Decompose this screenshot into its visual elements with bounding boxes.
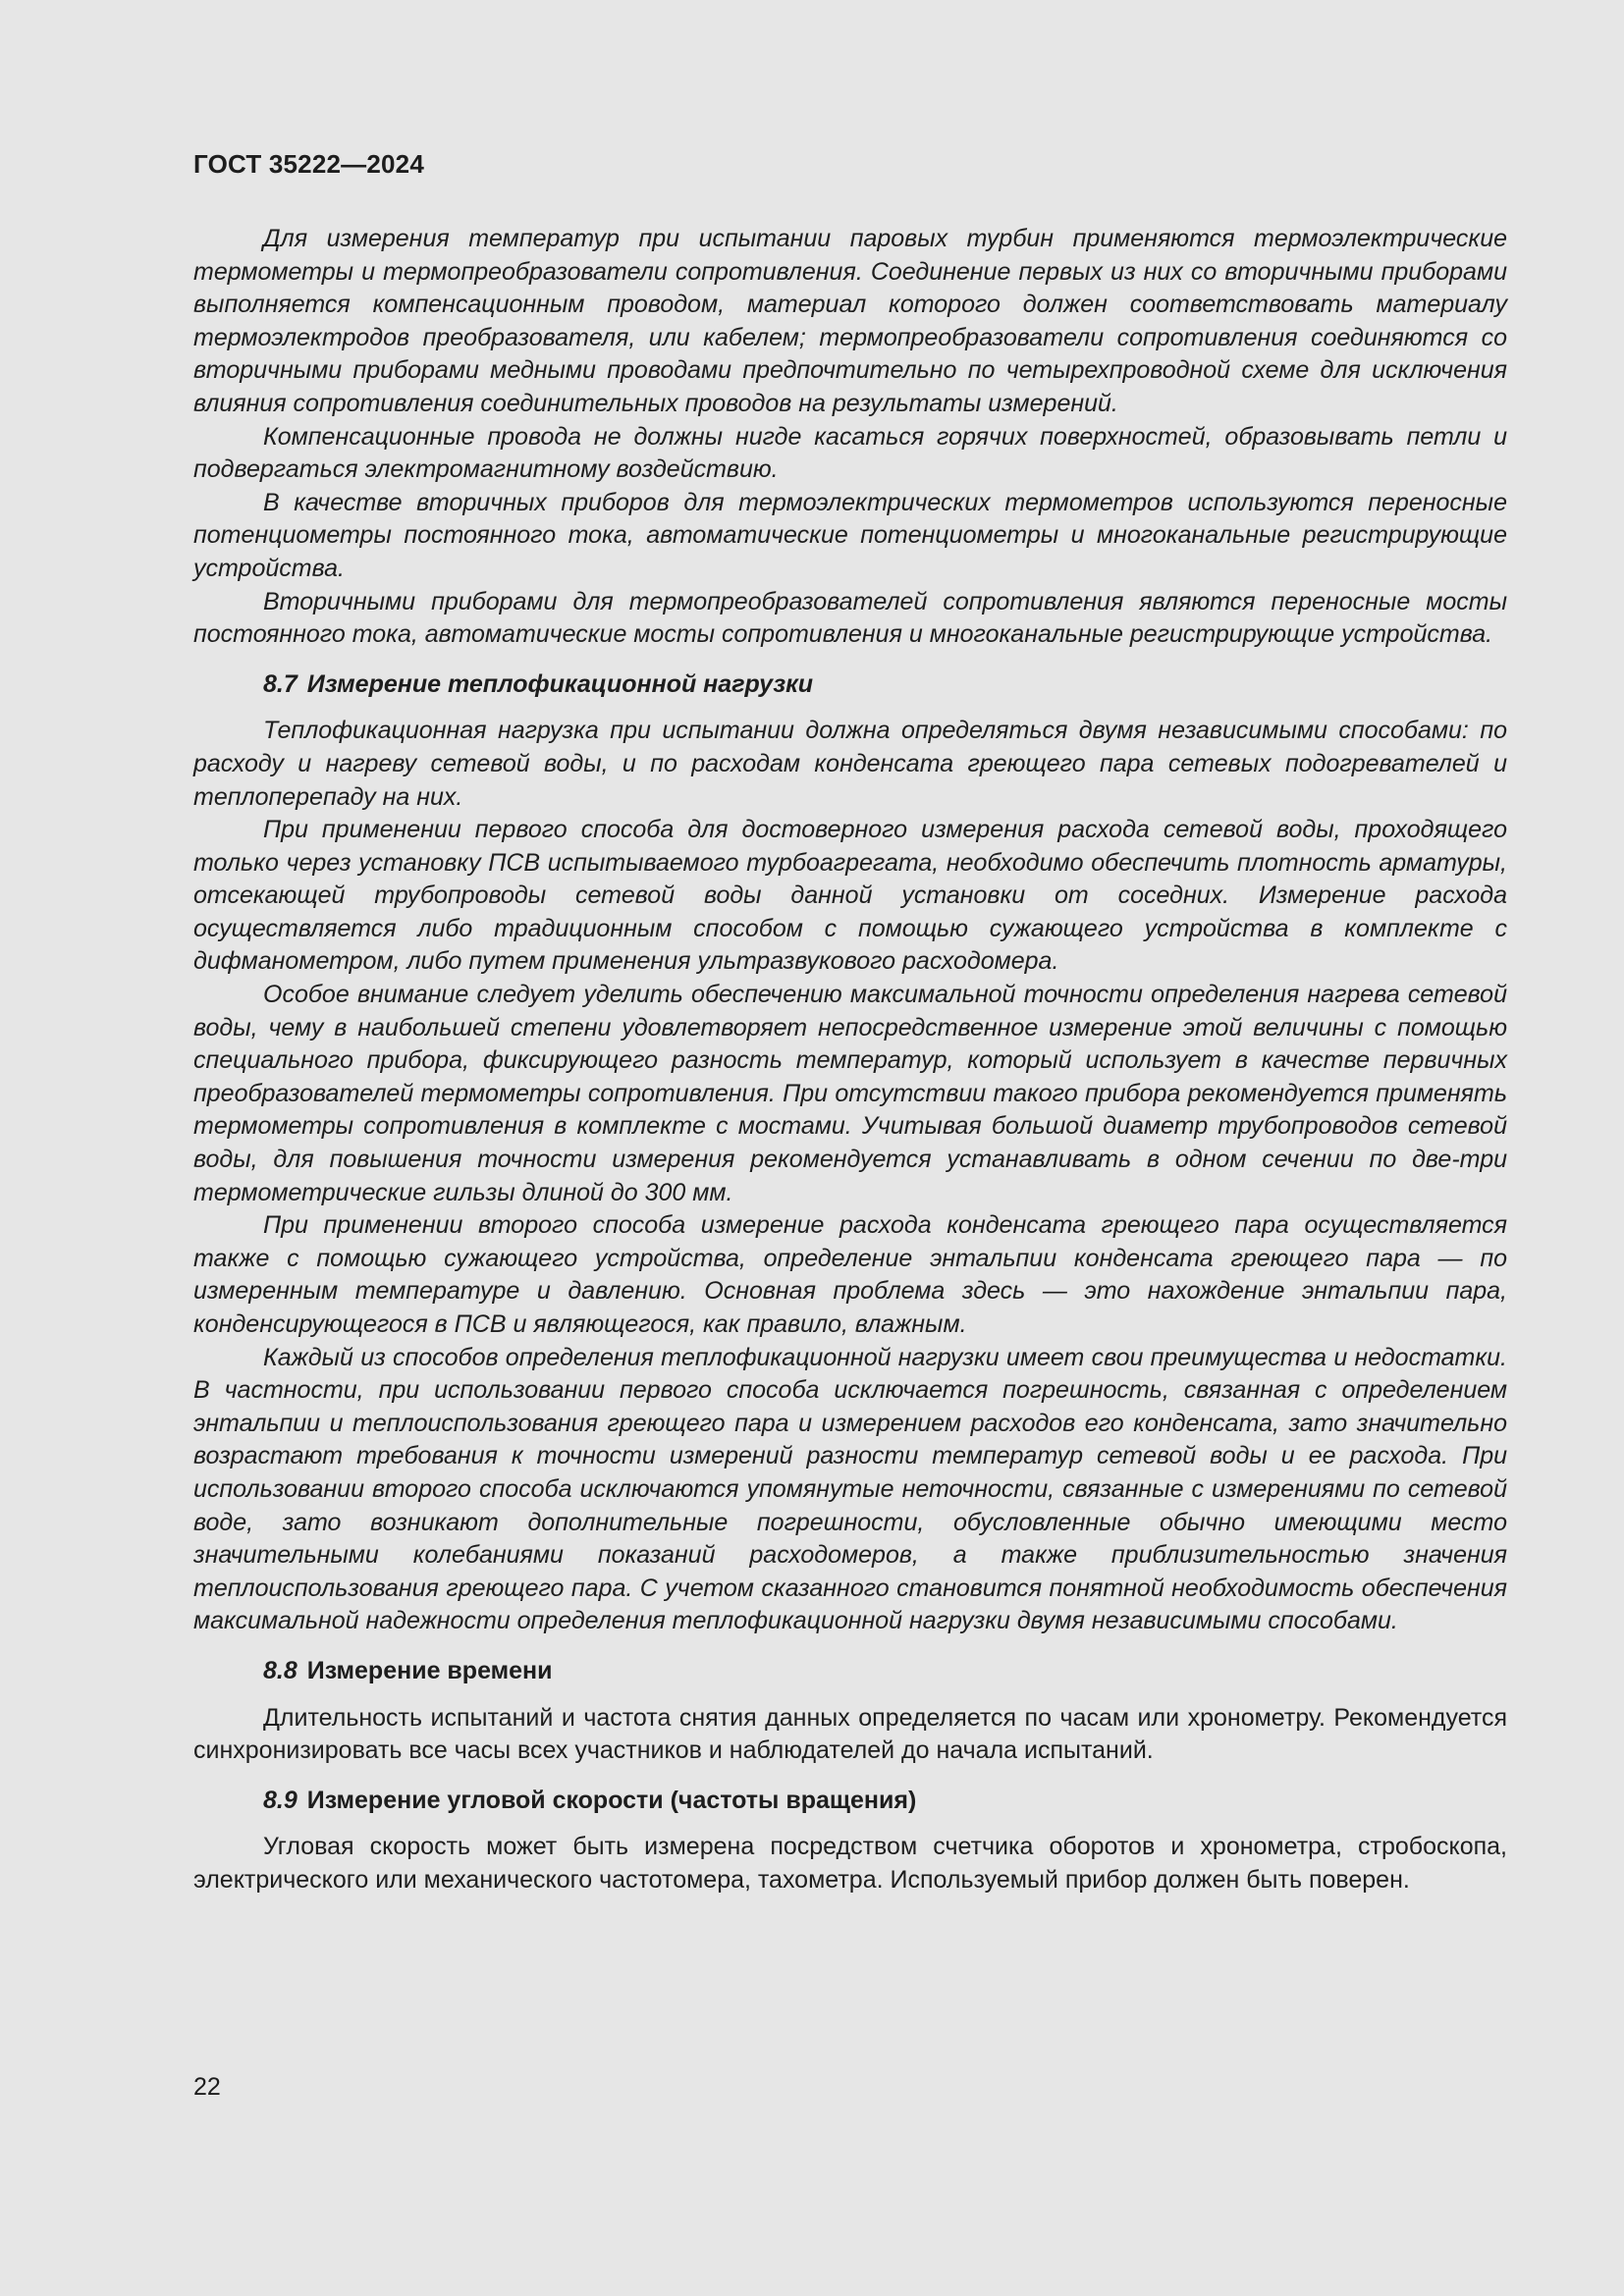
paragraph: Теплофикационная нагрузка при испытании должна определяться двумя независимыми способами: по расходу и нагреву сетевой воды, и по расходам конденсата греющего пара сетевых подогревателей и теплоперепаду на них. (193, 717, 1507, 811)
section-8-9-body (193, 1831, 1507, 1896)
paragraph: В качестве вторичных приборов для термоэлектрических термометров используются переносные потенциометры постоянного тока, автоматические потенциометры и многоканальные регистрирующие устройства. (193, 488, 1507, 582)
spacer (193, 1768, 1507, 1785)
paragraph: Компенсационные провода не должны нигде касаться горячих поверхностей, образовывать петли и подвергаться электромагнитному воздействию. (193, 422, 1507, 484)
section-heading-8-9 (193, 1785, 1507, 1818)
paragraph: Особое внимание следует уделить обеспечению максимальной точности определения нагрева сетевой воды, чему в наибольшей степени удовлетворяет непосредственное измерение этой величины с помощью специального прибора, фиксирующего разность температур, который использует в качестве первичных преобразователей термометры сопротивления. При отсутствии такого прибора рекомендуется применять термометры сопротивления в комплекте с мостами. Учитывая большой диаметр трубопроводов сетевой воды, для повышения точности измерения рекомендуется устанавливать в одном сечении по две-три термометрические гильзы длиной до 300 мм. (193, 981, 1507, 1206)
section-number: 8.7 (263, 669, 298, 698)
section-heading-8-7 (193, 668, 1507, 702)
document-page (193, 0, 1507, 2296)
section-title: Измерение времени (306, 1656, 553, 1684)
paragraph: Для измерения температур при испытании паровых турбин применяются термоэлектрические термометры и термопреобразователи сопротивления. Соединение первых из них со вторичными приборами выполняется компенсационным проводом, материал которого должен соответствовать материалу термоэлектродов преобразователя, или кабелем; термопреобразователи сопротивления соединяются со вторичными приборами медными проводами предпочтительно по четырехпроводной схеме для исключения влияния сопротивления соединительных проводов на результаты измерений. (193, 225, 1507, 417)
section-title: Измерение теплофикационной нагрузки (306, 669, 814, 698)
section-number: 8.9 (263, 1786, 298, 1814)
paragraph: При применении первого способа для достоверного измерения расхода сетевой воды, проходящего только через установку ПСВ испытываемого турбоагрегата, необходимо обеспечить плотность арматуры, отсекающей трубопроводы сетевой воды данной установки от соседних. Измерение расхода осуществляется либо традиционным способом с помощью сужающего устройства в комплекте с дифманометром, либо путем применения ультразвукового расходомера. (193, 816, 1507, 976)
paragraph: Вторичными приборами для термопреобразователей сопротивления являются переносные мосты постоянного тока, автоматические мосты сопротивления и многоканальные регистрирующие устройства. (193, 587, 1507, 649)
section-8-8-body (193, 1702, 1507, 1768)
section-heading-8-8 (193, 1655, 1507, 1688)
page-number: 22 (193, 2073, 221, 2101)
spacer (193, 1817, 1507, 1831)
intro-block (193, 223, 1507, 652)
section-number: 8.8 (263, 1656, 298, 1684)
document-body (193, 223, 1507, 1897)
spacer (193, 1688, 1507, 1702)
paragraph: Длительность испытаний и частота снятия данных определяется по часам или хронометру. Рекомендуется синхронизировать все часы всех участников и наблюдателей до начала испытаний. (193, 1703, 1507, 1765)
paragraph: Каждый из способов определения теплофикационной нагрузки имеет свои преимущества и недостатки. В частности, при использовании первого способа исключается погрешность, связанная с определением энтальпии и теплоиспользования греющего пара и измерением расходов его конденсата, зато значительно возрастают требования к точности измерений разности температур сетевой воды и ее расхода. При использовании второго способа исключаются упомянутые неточности, связанные с измерениями по сетевой воде, зато возникают дополнительные погрешности, обусловленные обычно имеющими место значительными колебаниями показаний расходомеров, а также приблизительностью значения теплоиспользования греющего пара. С учетом сказанного становится понятной необходимость обеспечения максимальной надежности определения теплофикационной нагрузки двумя независимыми способами. (193, 1343, 1507, 1635)
spacer (193, 652, 1507, 668)
spacer (193, 1638, 1507, 1655)
spacer (193, 701, 1507, 715)
section-title: Измерение угловой скорости (частоты вращения) (306, 1786, 917, 1814)
paragraph: При применении второго способа измерение расхода конденсата греющего пара осуществляется также с помощью сужающего устройства, определение энтальпии конденсата греющего пара — по измеренным температуре и давлению. Основная проблема здесь — это нахождение энтальпии пара, конденсирующегося в ПСВ и являющегося, как правило, влажным. (193, 1211, 1507, 1338)
section-8-7-body (193, 715, 1507, 1638)
document-code: ГОСТ 35222—2024 (193, 149, 424, 179)
paragraph: Угловая скорость может быть измерена посредством счетчика оборотов и хронометра, стробоскопа, электрического или механического частотомера, тахометра. Используемый прибор должен быть поверен. (193, 1833, 1507, 1894)
